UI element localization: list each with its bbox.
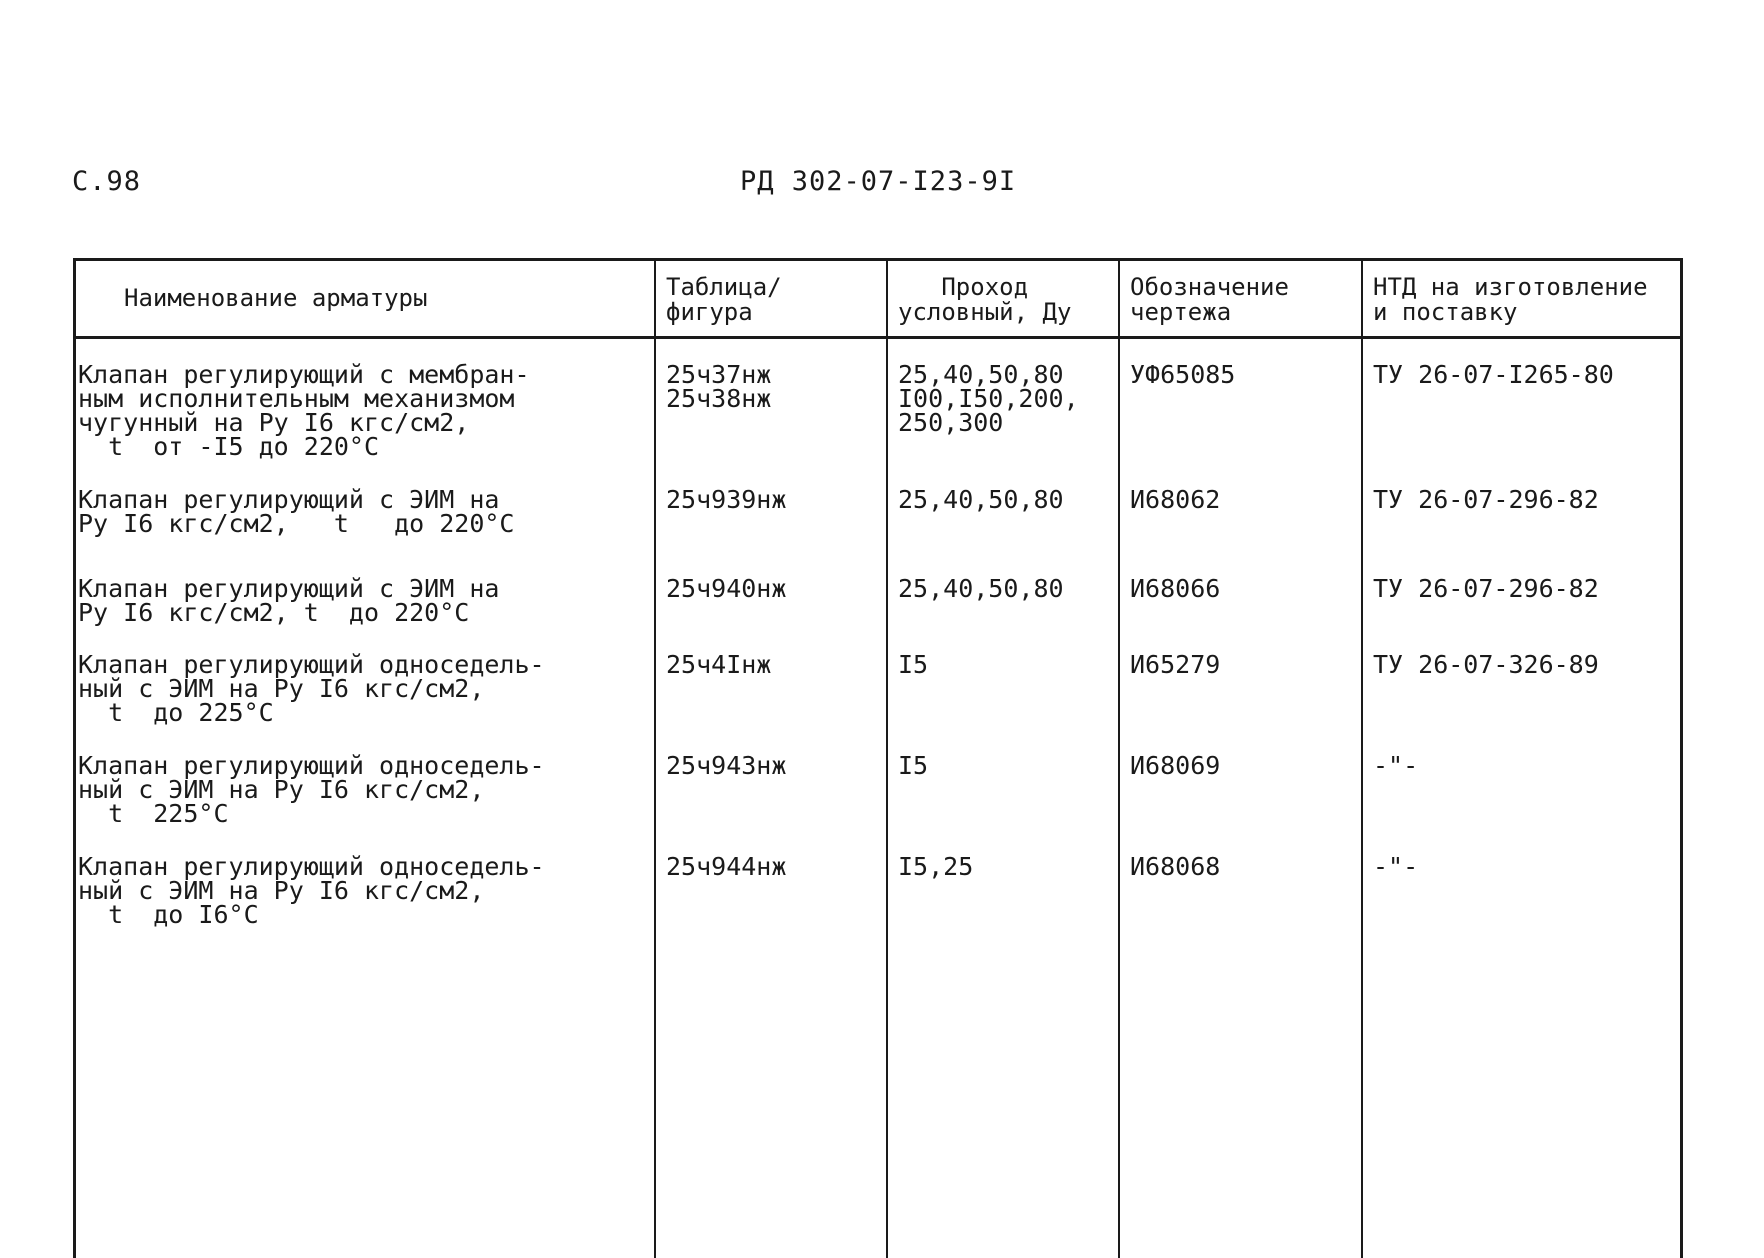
header-drawing-designation: Обозначение чертежа [1130, 273, 1289, 326]
header-valve-name: Наименование арматуры [124, 284, 428, 312]
header-ntd: НТД на изготовление и поставку [1373, 273, 1648, 326]
column-divider [886, 261, 888, 1258]
column-divider [1361, 261, 1363, 1258]
ntd-cell: ТУ 26-07-326-89 [1373, 650, 1599, 679]
figure-cell: 25ч944нж [666, 852, 787, 881]
valve-name-cell: Клапан регулирующий односедель- ный с ЭИМ на Ру I6 кгс/см2, t до I6°С [78, 852, 545, 929]
ntd-cell: -"- [1373, 751, 1419, 780]
valve-name-cell: Клапан регулирующий односедель- ный с ЭИМ на Ру I6 кгс/см2, t 225°С [78, 751, 545, 828]
drawing-cell: УФ65085 [1130, 360, 1236, 389]
column-divider [1118, 261, 1120, 1258]
header-nominal-bore: Проход условный, Ду [898, 273, 1072, 326]
drawing-cell: И68069 [1130, 751, 1221, 780]
header-divider [76, 336, 1680, 339]
nominal-bore-cell: 25,40,50,80 [898, 485, 1064, 514]
ntd-cell: ТУ 26-07-296-82 [1373, 485, 1599, 514]
nominal-bore-cell: 25,40,50,80 I00,I50,200, 250,300 [898, 360, 1079, 437]
valve-name-cell: Клапан регулирующий с ЭИМ на Ру I6 кгс/см2, t до 220°С [78, 485, 515, 538]
figure-cell: 25ч943нж [666, 751, 787, 780]
ntd-cell: -"- [1373, 852, 1419, 881]
valve-name-cell: Клапан регулирующий с мембран- ным исполнительным механизмом чугунный на Ру I6 кгс/см2, t от -I5 до 220°С [78, 360, 530, 461]
drawing-cell: И68062 [1130, 485, 1221, 514]
drawing-cell: И65279 [1130, 650, 1221, 679]
figure-cell: 25ч4Iнж [666, 650, 772, 679]
valve-name-cell: Клапан регулирующий односедель- ный с ЭИМ на Ру I6 кгс/см2, t до 225°С [78, 650, 545, 727]
ntd-cell: ТУ 26-07-296-82 [1373, 574, 1599, 603]
nominal-bore-cell: I5 [898, 650, 929, 679]
nominal-bore-cell: I5,25 [898, 852, 974, 881]
valve-name-cell: Клапан регулирующий с ЭИМ на Ру I6 кгс/см2, t до 220°С [78, 574, 500, 627]
valve-specification-table [73, 258, 1683, 1258]
column-divider [654, 261, 656, 1258]
drawing-cell: И68068 [1130, 852, 1221, 881]
figure-cell: 25ч939нж [666, 485, 787, 514]
ntd-cell: ТУ 26-07-I265-80 [1373, 360, 1614, 389]
figure-cell: 25ч940нж [666, 574, 787, 603]
nominal-bore-cell: 25,40,50,80 [898, 574, 1064, 603]
page-number: С.98 [72, 166, 142, 197]
drawing-cell: И68066 [1130, 574, 1221, 603]
nominal-bore-cell: I5 [898, 751, 929, 780]
header-table-figure: Таблица/ фигура [666, 273, 782, 326]
figure-cell: 25ч37нж 25ч38нж [666, 360, 772, 413]
document-code: РД 302-07-I23-9I [740, 166, 1017, 197]
